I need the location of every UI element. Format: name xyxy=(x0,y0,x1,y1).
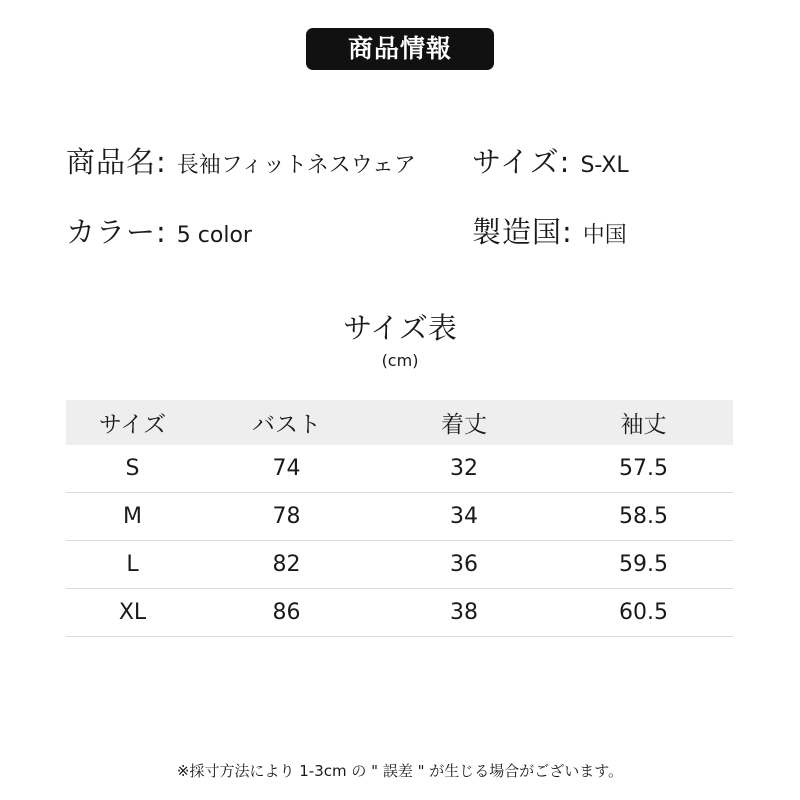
origin-value: 中国 xyxy=(582,223,627,248)
length-cell: 38 xyxy=(450,600,478,625)
sleeve-cell: 57.5 xyxy=(619,456,668,481)
length-cell: 34 xyxy=(450,504,478,529)
column-header-length: 着丈 xyxy=(441,412,487,438)
color-label: カラー: xyxy=(66,215,167,249)
bust-cell: 78 xyxy=(272,504,301,529)
origin-label: 製造国: xyxy=(472,215,573,249)
bust-cell: 86 xyxy=(272,600,301,625)
sleeve-cell: 60.5 xyxy=(619,600,668,625)
product-name-value: 長袖フィットネスウェア xyxy=(176,153,416,178)
length-cell: 36 xyxy=(450,552,478,577)
length-cell: 32 xyxy=(450,456,478,481)
table-row xyxy=(66,589,733,637)
size-cell: S xyxy=(125,456,140,481)
size-cell: M xyxy=(123,504,142,529)
table-row xyxy=(66,493,733,541)
product-name-row xyxy=(66,140,416,181)
size-chart-title: サイズ表 xyxy=(343,311,457,345)
size-range-value: S-XL xyxy=(580,153,629,178)
size-cell: L xyxy=(126,552,139,577)
size-table xyxy=(66,400,733,637)
size-chart-unit: (cm) xyxy=(381,351,419,370)
page-title: 商品情報 xyxy=(306,28,494,70)
column-header-bust: バスト xyxy=(252,412,321,438)
origin-row xyxy=(472,210,627,251)
table-row xyxy=(66,445,733,493)
bust-cell: 82 xyxy=(272,552,301,577)
column-header-sleeve: 袖丈 xyxy=(620,412,667,438)
size-range-label: サイズ: xyxy=(472,145,571,179)
sleeve-cell: 58.5 xyxy=(619,504,668,529)
column-header-size: サイズ xyxy=(98,412,167,438)
product-name-label: 商品名: xyxy=(66,145,167,179)
sleeve-cell: 59.5 xyxy=(619,552,668,577)
table-row xyxy=(66,541,733,589)
bust-cell: 74 xyxy=(272,456,301,481)
color-value: 5 color xyxy=(176,223,252,248)
measurement-note: ※採寸方法により 1-3cm の " 誤差 " が生じる場合がございます。 xyxy=(176,762,624,780)
table-header xyxy=(66,400,733,445)
size-range-row xyxy=(472,140,629,181)
size-cell: XL xyxy=(118,600,147,625)
color-row xyxy=(66,210,252,251)
